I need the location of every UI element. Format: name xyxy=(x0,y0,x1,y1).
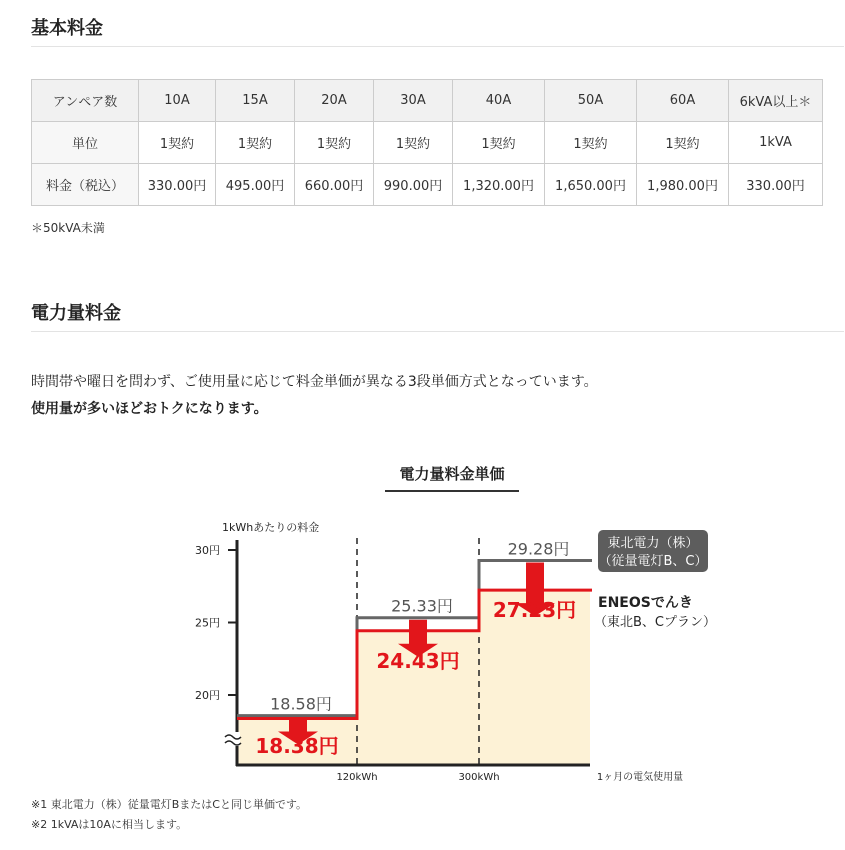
energy-description-bold: 使用量が多いほどおトクになります。 xyxy=(31,401,268,417)
table-header-cell: 40A xyxy=(453,80,545,122)
legend-eneos-line2: （東北B、Cプラン） xyxy=(594,615,716,630)
basic-fee-note: ＊50kVA未満 xyxy=(31,221,105,235)
basic-fee-divider xyxy=(31,46,844,47)
table-header-cell: 30A xyxy=(374,80,453,122)
table-cell: 330.00円 xyxy=(139,164,216,206)
table-cell: 1契約 xyxy=(637,122,729,164)
tohoku-price-label: 18.58円 xyxy=(270,694,332,714)
table-header-cell: アンペア数 xyxy=(32,80,139,122)
footnote-1: ※1 東北電力（株）従量電灯BまたはCと同じ単価です。 xyxy=(31,798,308,811)
unit-price-chart xyxy=(0,500,845,790)
eneos-price-label: 18.38円 xyxy=(255,734,339,758)
legend-tohoku-line2: （従量電灯B、C） xyxy=(598,554,708,569)
table-header-row xyxy=(32,80,823,122)
table-cell: 1契約 xyxy=(374,122,453,164)
x-axis-label: 1ヶ月の電気使用量 xyxy=(596,772,684,783)
table-cell: 1契約 xyxy=(139,122,216,164)
energy-fee-title: 電力量料金 xyxy=(31,303,121,324)
chart-title: 電力量料金単価 xyxy=(385,463,519,492)
y-tick-label: 25円 xyxy=(195,616,220,630)
y-ticks xyxy=(195,544,237,702)
table-cell: 1,320.00円 xyxy=(453,164,545,206)
eneos-price-label: 24.43円 xyxy=(376,649,460,673)
table-header-cell: 10A xyxy=(139,80,216,122)
table-row xyxy=(32,122,823,164)
table-row-label: 単位 xyxy=(32,122,139,164)
table-cell: 330.00円 xyxy=(729,164,823,206)
table-cell: 495.00円 xyxy=(216,164,295,206)
x-boundary-label-300: 300kWh xyxy=(458,772,500,783)
eneos-price-label: 27.23円 xyxy=(492,598,577,622)
table-cell: 1契約 xyxy=(453,122,545,164)
energy-fee-divider xyxy=(31,331,844,332)
y-tick-label: 20円 xyxy=(195,689,220,702)
table-row-label: 料金（税込） xyxy=(32,164,139,206)
table-cell: 1契約 xyxy=(295,122,374,164)
table-cell: 1,650.00円 xyxy=(545,164,637,206)
table-cell: 1契約 xyxy=(216,122,295,164)
footnote-2: ※2 1kVAは10Aに相当します。 xyxy=(31,818,188,831)
table-header-cell: 20A xyxy=(295,80,374,122)
table-cell: 1kVA xyxy=(729,122,823,164)
table-cell: 1,980.00円 xyxy=(637,164,729,206)
energy-description: 時間帯や曜日を問わず、ご使用量に応じて料金単価が異なる3段単価方式となっています。 xyxy=(31,374,598,390)
table-row xyxy=(32,164,823,206)
table-header-cell: 15A xyxy=(216,80,295,122)
table-cell: 1契約 xyxy=(545,122,637,164)
basic-fee-table xyxy=(31,79,823,206)
tohoku-price-label: 25.33円 xyxy=(391,596,453,616)
table-cell: 660.00円 xyxy=(295,164,374,206)
table-header-cell: 6kVA以上＊ xyxy=(729,80,823,122)
legend-tohoku-line1: 東北電力（株） xyxy=(607,536,699,551)
basic-fee-title: 基本料金 xyxy=(31,18,103,39)
legend-eneos-line1: ENEOSでんき xyxy=(598,595,693,611)
tohoku-price-label: 29.28円 xyxy=(507,539,570,559)
table-header-cell: 60A xyxy=(637,80,729,122)
y-axis-label: 1kWhあたりの料金 xyxy=(222,521,320,534)
y-tick-label: 30円 xyxy=(195,544,220,557)
x-boundary-label-120: 120kWh xyxy=(336,772,378,783)
table-cell: 990.00円 xyxy=(374,164,453,206)
table-header-cell: 50A xyxy=(545,80,637,122)
